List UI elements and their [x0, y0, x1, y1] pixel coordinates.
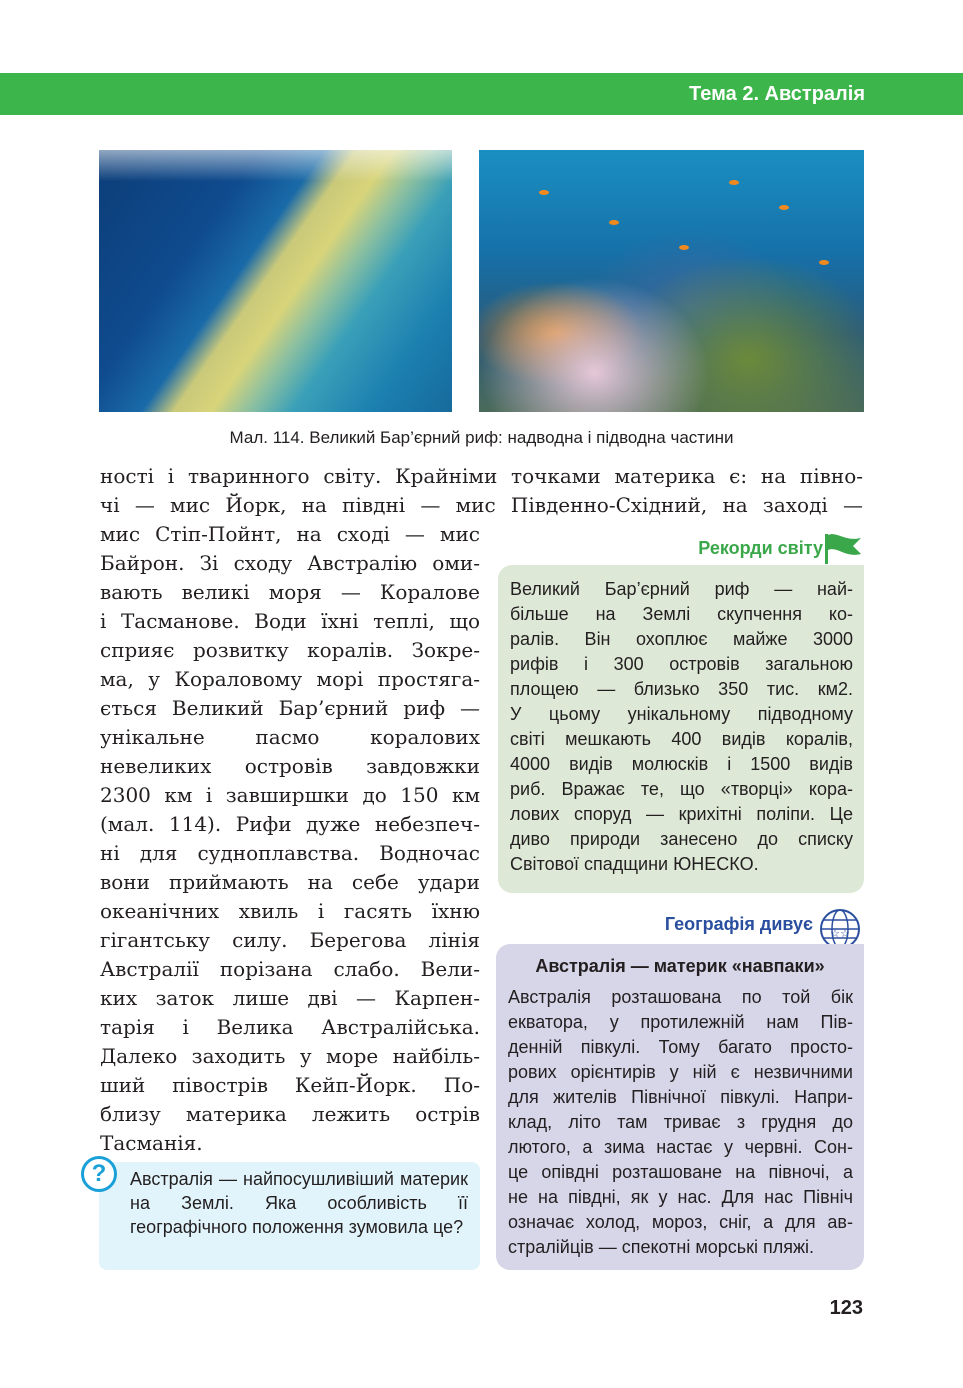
text-line: більше на Землі скупчення ко- [510, 604, 853, 624]
text-line: рифів і 300 островів загальною [510, 654, 853, 674]
text-line: стралійців — спекотні морські пляжі. [508, 1237, 815, 1257]
text-line: Далеко заходить у море найбіль- [100, 1044, 480, 1068]
text-line: близу материка лежить острів [100, 1102, 480, 1126]
text-line: площею — близько 350 тис. км2. [510, 679, 853, 699]
fish-decoration [539, 190, 549, 195]
text-line: Світової спадщини ЮНЕСКО. [510, 854, 759, 874]
geography-title: Географія дивує [664, 914, 813, 934]
text-line: ралів. Він охоплює майже 3000 [510, 629, 853, 649]
text-line: і Тасманове. Води їхні теплі, що [100, 609, 480, 633]
text-line: чі — мис Йорк, на півдні — мис Південно-Східний, на заході — [100, 493, 863, 517]
text-line: вають великі моря — Коралове [100, 580, 480, 604]
svg-text:☆☆: ☆☆ [830, 927, 850, 940]
main-text-column [100, 520, 480, 1158]
text-line: для жителів Північної півкулі. Напри- [508, 1087, 853, 1107]
main-text-top [100, 462, 863, 520]
question-text: Австралія — найпосушливіший материк на Землі. Яка особливість її географічного положення зумовила це? [130, 1169, 468, 1237]
text-line: мис Стіп-Пойнт, на сході — мис [100, 522, 480, 546]
geography-text [508, 985, 853, 1260]
text-line: Байрон. Зі сходу Австралію оми- [100, 551, 480, 575]
text-line: 2300 км і завширшки до 150 км [100, 783, 480, 807]
text-line: сприяє розвитку коралів. Зокре- [100, 638, 480, 662]
page-number: 123 [829, 1297, 863, 1319]
section-header [0, 73, 963, 115]
text-line: (мал. 114). Рифи дуже небезпеч- [100, 812, 480, 836]
text-line: риб. Вражає те, що «творці» кора- [510, 779, 853, 799]
text-line: ких заток лише дві — Карпен- [100, 986, 480, 1010]
text-line: тарія і Велика Австралійська. [100, 1015, 480, 1039]
text-line: ні для судноплавства. Водночас [100, 841, 480, 865]
text-line: клад, літо там триває з грудня до [508, 1112, 853, 1132]
fish-decoration [779, 205, 789, 210]
text-line: океанічних хвиль і гасять їхню [100, 899, 480, 923]
text-line: диво природи занесено до списку [510, 829, 853, 849]
figure-caption: Мал. 114. Великий Бар’єрний риф: надводна і підводна частини [229, 428, 734, 447]
text-line: ності і тваринного світу. Крайніми точками материка є: на півно- [100, 464, 863, 488]
text-line: світі мешкають 400 видів коралів, [510, 729, 853, 749]
fish-decoration [609, 220, 619, 225]
text-line: 4000 видів молюсків і 1500 видів [510, 754, 853, 774]
fish-decoration [729, 180, 739, 185]
flag-icon [823, 532, 863, 564]
text-line: ма, у Кораловому морі простяга- [100, 667, 480, 691]
geography-heading: Австралія — материк «навпаки» [535, 956, 825, 976]
text-line: вони приймають на себе удари [100, 870, 480, 894]
text-line: денній півкулі. Тому багато просто- [508, 1037, 853, 1057]
text-line: Тасманія. [100, 1131, 203, 1155]
text-line: Австралії порізана слабо. Вели- [100, 957, 480, 981]
section-title: Тема 2. Австралія [689, 83, 865, 105]
records-title: Рекорди світу [698, 538, 823, 558]
text-line: це опівдні розташоване на півночі, а [508, 1162, 853, 1182]
text-line: лютого, а зима настає у червні. Сон- [508, 1137, 853, 1157]
text-line: лових споруд — крихітні поліпи. Це [510, 804, 853, 824]
text-line: екватора, у протилежній нам Пів- [508, 1012, 853, 1032]
fish-decoration [819, 260, 829, 265]
question-icon: ? [81, 1156, 117, 1192]
text-line: рових орієнтирів у ній є незвичними [508, 1062, 853, 1082]
records-text [510, 577, 853, 877]
text-line: У цьому унікальному підводному [510, 704, 853, 724]
text-line: ший півострів Кейп-Йорк. По- [100, 1073, 480, 1097]
text-line: означає холод, мороз, сніг, а для ав- [508, 1212, 853, 1232]
reef-aerial-photo [99, 150, 452, 412]
text-line: унікальне пасмо коралових [100, 725, 480, 749]
text-line: гігантську силу. Берегова лінія [100, 928, 480, 952]
text-line: ється Великий Бар’єрний риф — [100, 696, 480, 720]
text-line: Великий Бар’єрний риф — най- [510, 579, 853, 599]
fish-decoration [679, 245, 689, 250]
text-line: не на півдні, як у нас. Для нас Північ [508, 1187, 853, 1207]
reef-underwater-photo [479, 150, 864, 412]
text-line: Австралія розташована по той бік [508, 987, 853, 1007]
text-line: невеликих островів завдовжки [100, 754, 480, 778]
